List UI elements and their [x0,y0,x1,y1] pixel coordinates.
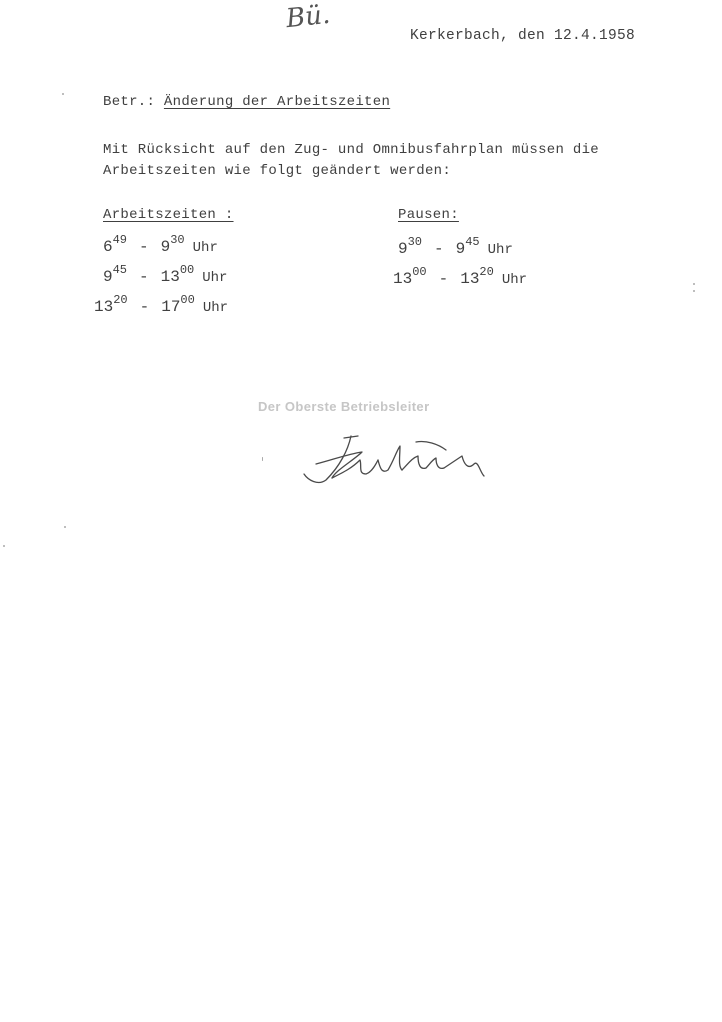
paper-speck [693,290,695,292]
paper-speck [3,545,5,547]
subject-label: Betr.: [103,94,164,110]
signatory-title: Der Oberste Betriebsleiter [258,399,430,414]
place-date: Kerkerbach, den 12.4.1958 [410,28,636,44]
handwritten-note: Bü. [284,0,332,35]
paper-speck [64,526,66,528]
paper-speck [62,93,64,95]
handwritten-signature [296,430,486,510]
subject-text: Änderung der Arbeitszeiten [163,94,391,110]
break-time-row: $9^{30} - 9^{45}$ Uhr [398,235,513,258]
body-text-line-2: Arbeitszeiten wie folgt geändert werden: [103,163,452,179]
break-time-row: $13^{00} - 13^{20}$ Uhr [393,265,528,288]
subject-line [103,94,390,110]
body-text-line-1: Mit Rücksicht auf den Zug- und Omnibusfahrplan müssen die [103,142,599,158]
work-time-row: $6^{49} - 9^{30}$ Uhr [103,233,218,256]
paper-speck [262,457,263,461]
breaks-heading: Pausen: [398,207,459,223]
work-times-heading: Arbeitszeiten : [103,207,234,223]
paper-speck [693,283,695,285]
work-time-row: $9^{45} - 13^{00}$ Uhr [103,263,228,286]
work-time-row: $13^{20} - 17^{00}$ Uhr [94,293,229,316]
